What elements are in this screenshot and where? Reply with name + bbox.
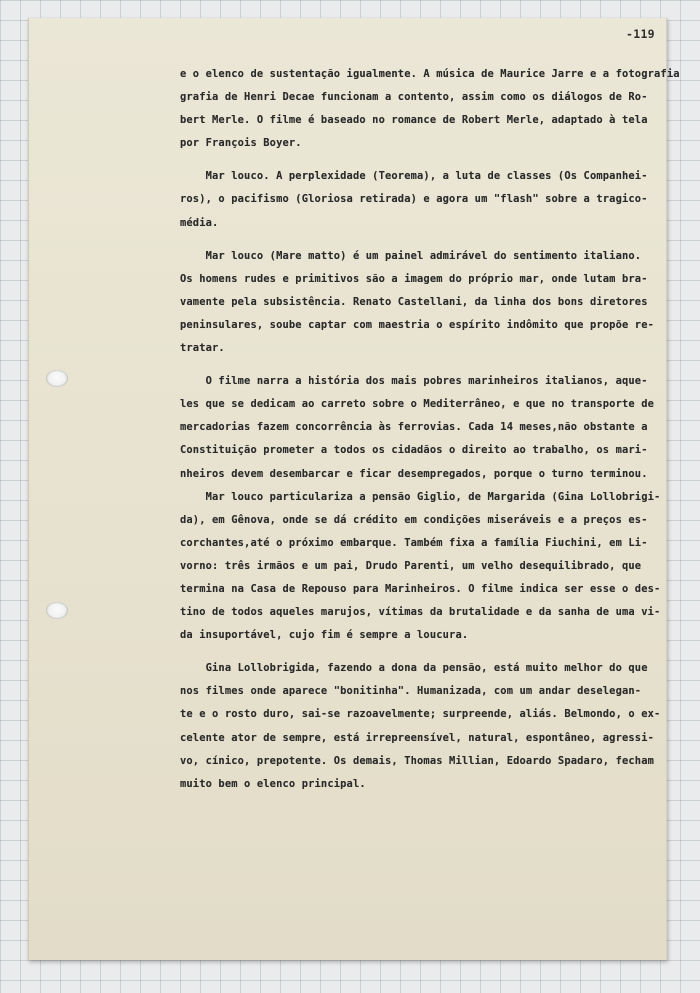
text-line: celente ator de sempre, está irrepreensível, natural, espontâneo, agressi- (180, 731, 655, 744)
text-line: média. (180, 216, 219, 229)
text-line: Os homens rudes e primitivos são a imagem do próprio mar, onde lutam bra- (180, 272, 648, 285)
typewritten-page (28, 18, 680, 960)
page-number: -119 (626, 27, 655, 41)
paragraph (180, 165, 660, 234)
text-line: te e o rosto duro, sai-se razoavelmente; surpreende, aliás. Belmondo, o ex- (180, 708, 661, 721)
text-line: vamente pela subsistência. Renato Castellani, da linha dos bons diretores (180, 295, 648, 308)
text-line: Gina Lollobrigida, fazendo a dona da pensão, está muito melhor do que (180, 662, 648, 675)
text-line: mercadorias fazem concorrência às ferrovias. Cada 14 meses,não obstante a (180, 421, 648, 434)
text-line: ros), o pacifismo (Gloriosa retirada) e agora um "flash" sobre a tragico- (180, 193, 648, 206)
paragraph (180, 245, 660, 360)
paragraph (180, 370, 660, 647)
text-line: vorno: três irmãos e um pai, Drudo Parenti, um velho desequilibrado, que (180, 559, 642, 572)
text-line: da insuportável, cujo fim é sempre a loucura. (180, 629, 469, 642)
text-line: bert Merle. O filme é baseado no romance de Robert Merle, adaptado à tela (180, 114, 648, 127)
text-line: nheiros devem desembarcar e ficar desempregados, porque o turno terminou. (180, 467, 648, 480)
text-line: por François Boyer. (180, 137, 302, 150)
text-line: grafia de Henri Decae funcionam a contento, assim como os diálogos de Ro- (180, 91, 648, 104)
text-line: O filme narra a história dos mais pobres marinheiros italianos, aque- (180, 375, 648, 388)
text-line: da), em Gênova, onde se dá crédito em condições miseráveis e a preços es- (180, 513, 648, 526)
text-line: corchantes,até o próximo embarque. Também fixa a família Fiuchini, em Li- (180, 536, 648, 549)
text-line: termina na Casa de Repouso para Marinheiros. O filme indica ser esse o des- (180, 582, 661, 595)
text-line: muito bem o elenco principal. (180, 777, 366, 790)
paragraph (180, 63, 680, 155)
text-line: Mar louco (Mare matto) é um painel admirável do sentimento italiano. (180, 249, 642, 262)
text-line: nos filmes onde aparece "bonitinha". Humanizada, com um andar deselegan- (180, 685, 642, 698)
body-text (180, 63, 680, 796)
text-line: vo, cínico, prepotente. Os demais, Thomas Millian, Edoardo Spadaro, fecham (180, 754, 655, 767)
text-line: peninsulares, soube captar com maestria o espírito indômito que propõe re- (180, 318, 655, 331)
text-line: Mar louco particulariza a pensão Giglio, de Margarida (Gina Lollobrigi- (180, 490, 661, 503)
text-line: tratar. (180, 342, 225, 355)
text-line: tino de todos aqueles marujos, vítimas da brutalidade e da sanha de uma vi- (180, 606, 661, 619)
punch-hole-top (46, 370, 68, 387)
paragraph (180, 657, 660, 796)
text-line: e o elenco de sustentação igualmente. A música de Maurice Jarre e a fotografia (180, 68, 680, 80)
text-line: Mar louco. A perplexidade (Teorema), a luta de classes (Os Companhei- (180, 170, 648, 183)
text-line: Constituição prometer a todos os cidadãos o direito ao trabalho, os mari- (180, 444, 648, 457)
punch-hole-bottom (46, 602, 68, 619)
text-line: les que se dedicam ao carreto sobre o Mediterrâneo, e que no transporte de (180, 398, 655, 411)
